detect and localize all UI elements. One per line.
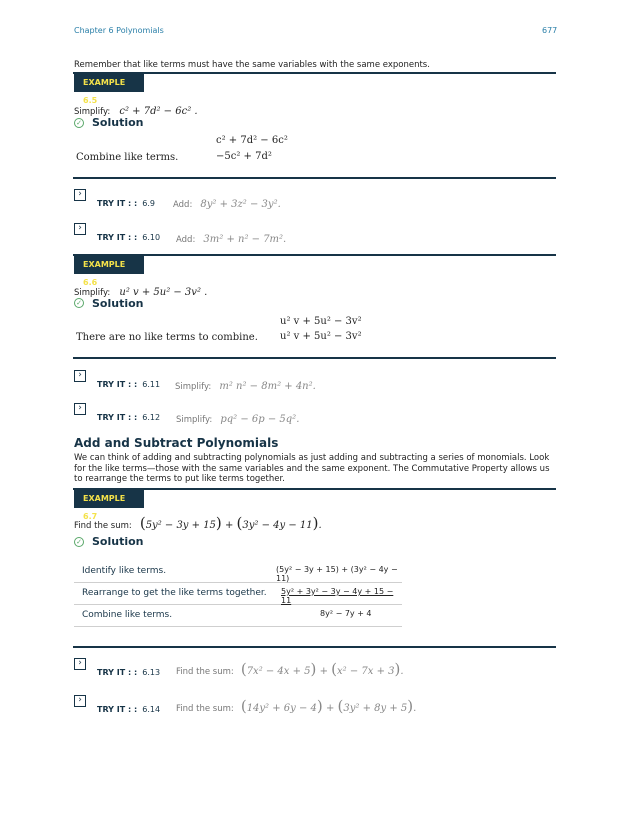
try-it-number: 6.12 xyxy=(142,413,161,422)
row-label: Combine like terms. xyxy=(82,610,173,620)
solution-line-2: −5c² + 7d² xyxy=(216,151,272,162)
try-it-label xyxy=(97,697,160,716)
prompt-expression: m² n² − 8m² + 4n². xyxy=(219,381,316,392)
try-it-label xyxy=(97,372,160,391)
solution-line-1: u² v + 5u² − 3v² xyxy=(280,316,362,327)
solution-heading: Solution xyxy=(92,116,144,129)
try-it-label xyxy=(97,405,160,424)
chevron-right-icon[interactable]: › xyxy=(74,189,86,201)
simplify-label: Simplify: xyxy=(74,107,111,117)
row-expression: 8y² − 7y + 4 xyxy=(320,609,372,618)
close-paren: ) xyxy=(316,697,323,715)
polynomial-a: 14y² + 6y − 4 xyxy=(246,703,317,714)
try-it-prompt: Find the sum: (14y² + 6y − 4) + (3y² + 8y + 5). xyxy=(176,697,417,715)
try-it-text: TRY IT : : xyxy=(97,233,138,242)
chapter-header: Chapter 6 Polynomials xyxy=(74,26,164,35)
try-it-label xyxy=(97,225,160,244)
simplify-label: Simplify: xyxy=(74,288,111,298)
prompt-label: Simplify: xyxy=(176,415,213,425)
chevron-right-icon[interactable]: › xyxy=(74,695,86,707)
try-it-prompt xyxy=(176,227,286,246)
try-it-number: 6.11 xyxy=(142,380,161,389)
prompt-label: Find the sum: xyxy=(176,704,234,714)
try-it-text: TRY IT : : xyxy=(97,668,138,677)
page-number: 677 xyxy=(542,26,558,35)
try-it-text: TRY IT : : xyxy=(97,705,138,714)
example-tag: EXAMPLE 6.5 xyxy=(74,74,144,92)
problem-expression: u² v + 5u² − 3v² . xyxy=(119,287,208,298)
row-label: Rearrange to get the like terms together. xyxy=(82,588,267,598)
example-end-rule xyxy=(73,177,556,179)
open-paren: ( xyxy=(139,514,146,532)
prompt-label: Add: xyxy=(173,200,193,210)
find-label: Find the sum: xyxy=(74,521,132,531)
solution-line-2: u² v + 5u² − 3v² xyxy=(280,331,362,342)
table-row xyxy=(74,605,402,627)
open-paren: ( xyxy=(236,514,243,532)
example-end-rule xyxy=(73,357,556,359)
try-it-number: 6.10 xyxy=(142,233,161,242)
step-label: There are no like terms to combine. xyxy=(76,332,258,343)
solution-line-1: c² + 7d² − 6c² xyxy=(216,135,288,146)
example-problem xyxy=(74,513,322,532)
open-paren: ( xyxy=(240,697,247,715)
try-it-number: 6.9 xyxy=(142,199,155,208)
solution-heading: Solution xyxy=(92,297,144,310)
example-tag: EXAMPLE 6.7 xyxy=(74,490,144,508)
chevron-right-icon[interactable]: › xyxy=(74,403,86,415)
try-it-label xyxy=(97,191,155,210)
section-heading: Add and Subtract Polynomials xyxy=(74,436,279,450)
chevron-right-icon[interactable]: › xyxy=(74,370,86,382)
example-rule xyxy=(73,488,556,490)
try-it-prompt xyxy=(173,192,281,211)
check-circle-icon: ✓ xyxy=(74,298,84,308)
period: . xyxy=(318,520,322,531)
prompt-label: Find the sum: xyxy=(176,667,234,677)
step-label: Combine like terms. xyxy=(76,152,179,163)
prompt-label: Add: xyxy=(176,235,196,245)
example-tag: EXAMPLE 6.6 xyxy=(74,256,144,274)
polynomial-a: 7x² − 4x + 5 xyxy=(246,666,311,677)
prompt-expression: 3m² + n² − 7m². xyxy=(203,234,287,245)
close-paren: ) xyxy=(394,660,401,678)
prompt-label: Simplify: xyxy=(175,382,212,392)
prompt-expression: pq² − 6p − 5q². xyxy=(220,414,300,425)
try-it-prompt: Find the sum: (7x² − 4x + 5) + (x² − 7x + 3). xyxy=(176,660,404,678)
open-paren: ( xyxy=(331,660,338,678)
table-row xyxy=(74,561,402,583)
open-paren: ( xyxy=(337,697,344,715)
try-it-text: TRY IT : : xyxy=(97,413,138,422)
try-it-label xyxy=(97,660,160,679)
period: . xyxy=(400,666,404,677)
check-circle-icon: ✓ xyxy=(74,537,84,547)
try-it-number: 6.14 xyxy=(142,705,161,714)
try-it-prompt xyxy=(175,374,316,393)
row-label: Identify like terms. xyxy=(82,566,167,576)
polynomial-b: x² − 7x + 3 xyxy=(337,666,395,677)
prompt-expression: 8y² + 3z² − 3y². xyxy=(200,199,281,210)
intro-line: Remember that like terms must have the same variables with the same exponents. xyxy=(74,60,430,70)
check-circle-icon: ✓ xyxy=(74,118,84,128)
problem-expression: c² + 7d² − 6c² . xyxy=(119,106,198,117)
close-paren: ) xyxy=(312,514,319,532)
example-end-rule xyxy=(73,646,556,648)
close-paren: ) xyxy=(407,697,414,715)
solution-heading: Solution xyxy=(92,535,144,548)
chevron-right-icon[interactable]: › xyxy=(74,658,86,670)
chevron-right-icon[interactable]: › xyxy=(74,223,86,235)
table-row xyxy=(74,583,402,605)
close-paren: ) xyxy=(310,660,317,678)
close-paren: ) xyxy=(215,514,222,532)
polynomial-b: 3y² − 4y − 11 xyxy=(242,520,313,531)
example-rule xyxy=(73,254,556,256)
plus-sign: + xyxy=(224,520,234,531)
polynomial-a: 5y² − 3y + 15 xyxy=(145,520,216,531)
polynomial-b: 3y² + 8y + 5 xyxy=(343,703,408,714)
row-expression xyxy=(276,565,402,583)
try-it-prompt xyxy=(176,407,299,426)
try-it-text: TRY IT : : xyxy=(97,380,138,389)
try-it-text: TRY IT : : xyxy=(97,199,138,208)
period: . xyxy=(413,703,417,714)
try-it-number: 6.13 xyxy=(142,668,161,677)
row-expression: 5y² + 3y² − 3y − 4y + 15 − 11 xyxy=(281,587,394,605)
section-body: We can think of adding and subtracting polynomials as just adding and subtracting a series of monomials. Look for the like terms—those with the same variables and the same exponent. The Commutative Property allows us to rearrange the terms to put like terms together. xyxy=(74,453,550,484)
example-rule xyxy=(73,72,556,74)
open-paren: ( xyxy=(240,660,247,678)
row-expression-text: (5y² − 3y + 15) + (3y² − 4y − 11) xyxy=(276,565,398,583)
